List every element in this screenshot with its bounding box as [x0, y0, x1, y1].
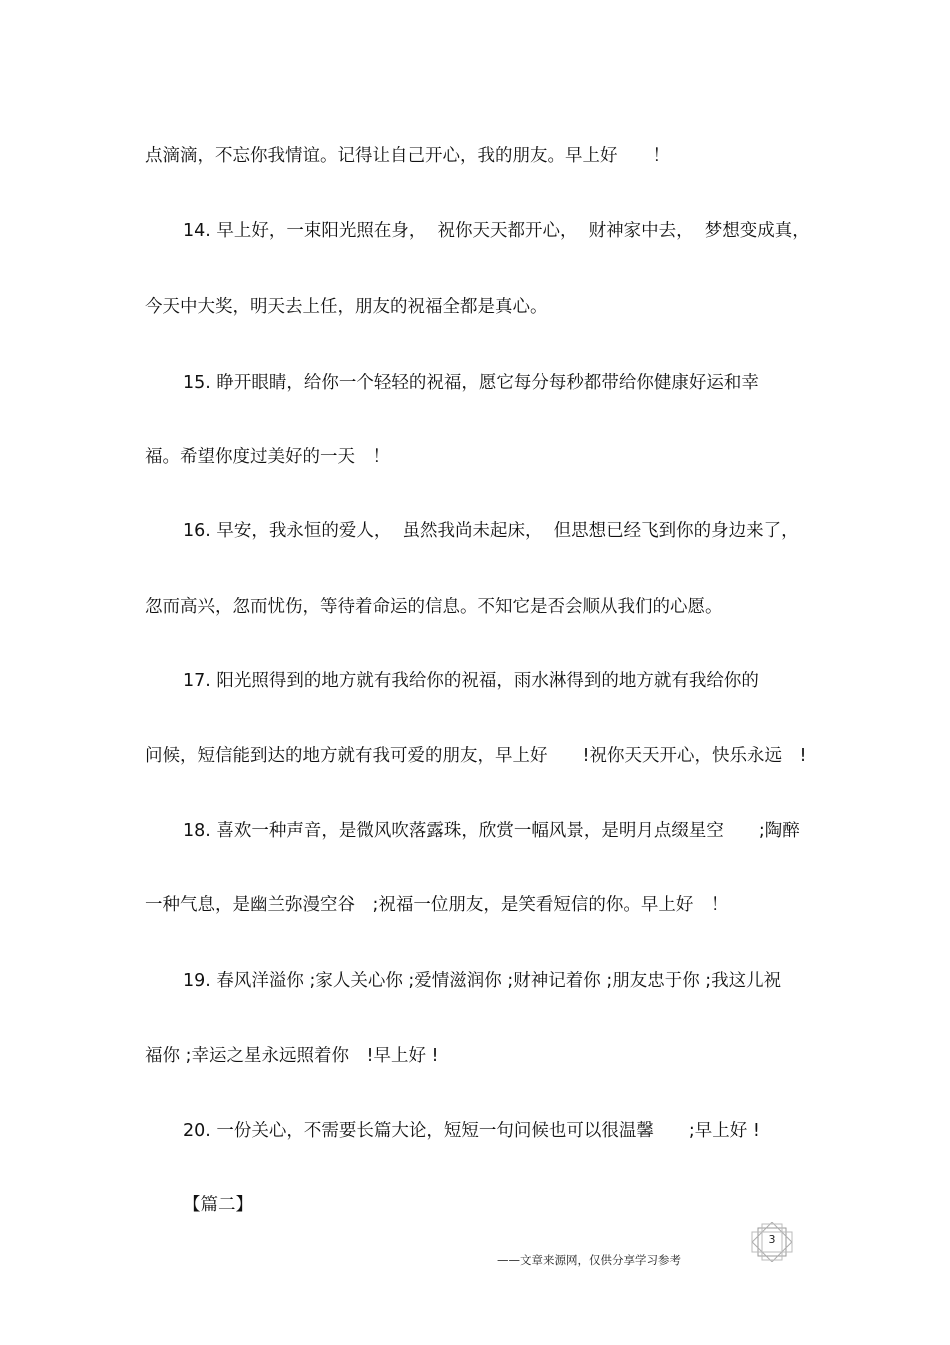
paragraph-line: 15. 睁开眼睛，给你一个轻轻的祝福，愿它每分每秒都带给你健康好运和幸 — [183, 373, 759, 393]
paragraph-line: 福你 ;幸运之星永远照着你 !早上好 ! — [145, 1046, 439, 1066]
page-number: 3 — [768, 1233, 776, 1246]
paragraph-line: 一种气息，是幽兰弥漫空谷 ;祝福一位朋友，是笑看短信的你。早上好 ！ — [145, 895, 729, 915]
section-heading: 【篇二】 — [183, 1195, 253, 1215]
footer-source-note: ——文章来源网，仅供分享学习参考 — [497, 1253, 681, 1267]
paragraph-line: 忽而高兴，忽而忧伤，等待着命运的信息。不知它是否会顺从我们的心愿。 — [145, 597, 723, 617]
page-number-badge — [748, 1222, 796, 1262]
paragraph-line: 问候，短信能到达的地方就有我可爱的朋友，早上好 !祝你天天开心，快乐永远 ! — [145, 746, 807, 766]
paragraph-line: 今天中大奖，明天去上任，朋友的祝福全都是真心。 — [145, 297, 548, 317]
paragraph-line: 点滴滴，不忘你我情谊。记得让自己开心，我的朋友。早上好 ！ — [145, 146, 670, 166]
paragraph-line: 19. 春风洋溢你 ;家人关心你 ;爱情滋润你 ;财神记着你 ;朋友忠于你 ;我这儿祝 — [183, 971, 782, 991]
paragraph-line: 18. 喜欢一种声音，是微风吹落露珠，欣赏一幅风景，是明月点缀星空 ;陶醉 — [183, 821, 800, 841]
paragraph-line: 14. 早上好，一束阳光照在身， 祝你天天都开心， 财神家中去， 梦想变成真， — [183, 221, 810, 241]
paragraph-line: 福。希望你度过美好的一天 ！ — [145, 447, 390, 467]
paragraph-line: 16. 早安，我永恒的爱人， 虽然我尚未起床， 但思想已经飞到你的身边来了， — [183, 521, 799, 541]
paragraph-line: 20. 一份关心，不需要长篇大论，短短一句问候也可以很温馨 ;早上好 ! — [183, 1121, 760, 1141]
paragraph-line: 17. 阳光照得到的地方就有我给你的祝福，雨水淋得到的地方就有我给你的 — [183, 671, 759, 691]
